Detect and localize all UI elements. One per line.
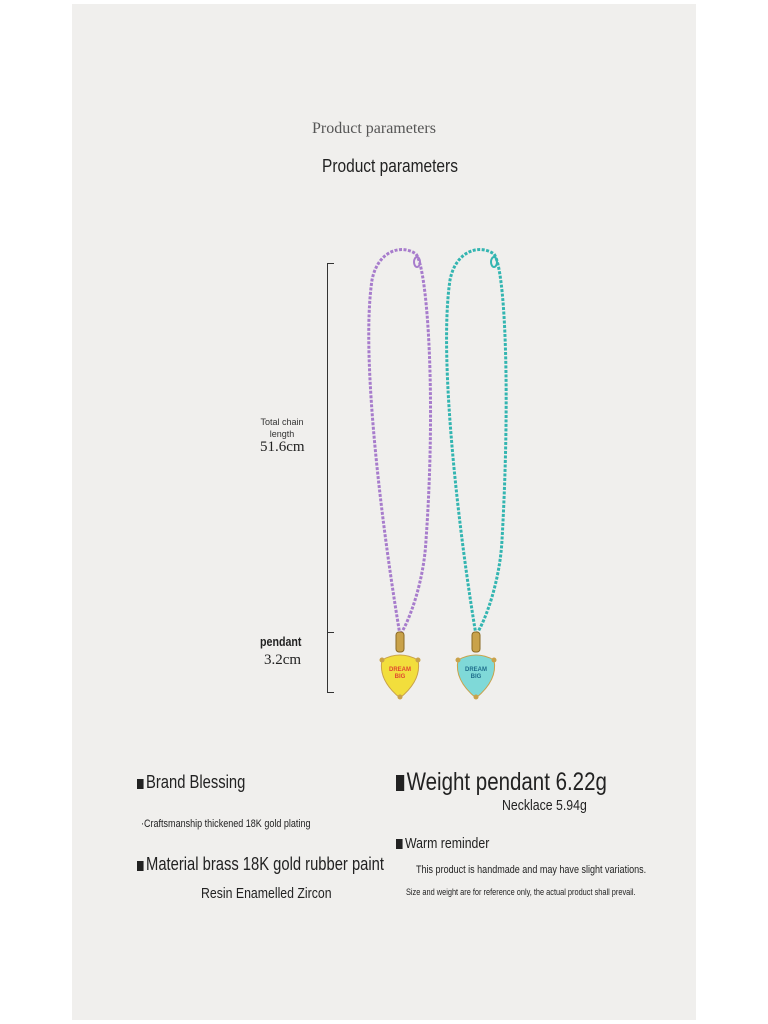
material bbox=[137, 854, 384, 875]
reminder-label: Warm reminder bbox=[405, 835, 490, 852]
necklaces-illustration bbox=[360, 240, 520, 700]
pendant-label: pendant bbox=[260, 634, 302, 649]
warm-reminder bbox=[396, 835, 489, 852]
title-sans: Product parameters bbox=[322, 156, 458, 176]
brand-detail: ·Craftsmanship thickened 18K gold plating bbox=[141, 818, 311, 830]
title-serif: Product parameters bbox=[312, 120, 436, 137]
material-detail: Resin Enamelled Zircon bbox=[201, 885, 332, 902]
heart-left-text-2: BIG bbox=[394, 674, 406, 680]
heart-left-text-1: DREAM bbox=[389, 667, 411, 673]
bullet-icon bbox=[137, 861, 144, 871]
bail-left bbox=[396, 632, 404, 652]
chain-right bbox=[447, 250, 507, 635]
material-label: Material brass 18K gold rubber paint bbox=[146, 854, 384, 874]
weight bbox=[396, 768, 607, 797]
clasp-left bbox=[414, 257, 420, 267]
brand-label: Brand Blessing bbox=[146, 772, 246, 792]
bullet-icon bbox=[396, 839, 403, 849]
heart-right-text-2: BIG bbox=[470, 674, 482, 680]
bullet-icon bbox=[137, 779, 144, 789]
reminder-line-2: Size and weight are for reference only, the actual product shall prevail. bbox=[406, 887, 636, 897]
weight-label: Weight pendant 6.22g bbox=[406, 768, 607, 796]
brand-blessing bbox=[137, 772, 245, 793]
chain-length-label: Total chain length bbox=[260, 417, 304, 439]
reminder-line-1: This product is handmade and may have slight variations. bbox=[416, 864, 647, 876]
heart-right-text-1: DREAM bbox=[465, 667, 487, 673]
pendant-value: 3.2cm bbox=[264, 652, 302, 668]
clasp-right bbox=[491, 257, 497, 267]
bail-right bbox=[472, 632, 480, 652]
weight-detail: Necklace 5.94g bbox=[502, 797, 587, 814]
bullet-icon bbox=[396, 775, 404, 791]
chain-length-value: 51.6cm bbox=[260, 439, 305, 455]
chain-left bbox=[369, 250, 431, 635]
